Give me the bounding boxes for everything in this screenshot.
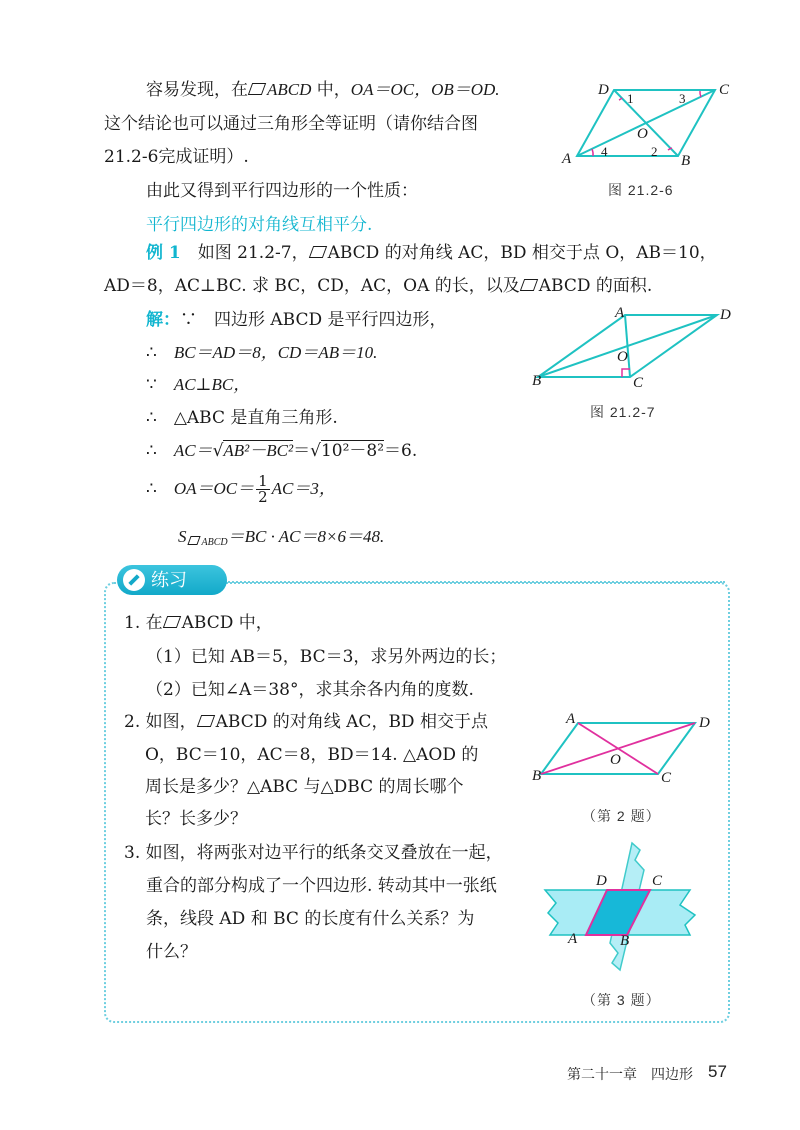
- fraction-half: $\frac{1}{2}$: [258, 472, 268, 506]
- label-b: B: [532, 768, 542, 784]
- figure-caption-q2: （第 2 题）: [582, 808, 661, 824]
- practice-q3-line-3: 条，线段 AD 和 BC 的长度有什么关系？为: [146, 909, 475, 929]
- example-line-1: 例 1 如图 21.2-7， ABCD 的对角线 AC，BD 相交于点 O，AB＝10，: [146, 243, 717, 263]
- figure-q3: [540, 835, 710, 980]
- angle-mark-3: [700, 91, 701, 97]
- practice-q2-line-2: O，BC＝10，AC＝8，BD＝14. △AOD 的: [145, 745, 479, 765]
- solution-line-4: ∴ △ABC 是直角三角形.: [146, 408, 338, 428]
- solution-line-7: S ABCD＝BC · AC＝8×6＝48.: [178, 527, 385, 548]
- label-o: O: [617, 349, 628, 365]
- practice-q2-line-1: 2. 如图， ABCD 的对角线 AC，BD 相交于点: [124, 712, 488, 732]
- label-o: O: [637, 126, 648, 142]
- figure-caption-21-2-6: 图 21.2-6: [608, 182, 674, 198]
- solution-line-5: ∴ AC＝√AB²－BC²＝√10²－8²＝6.: [146, 441, 418, 461]
- label-d: D: [596, 873, 607, 889]
- solution-line-3: ∵ AC⊥BC，: [146, 375, 251, 395]
- parallelogram-symbol: [308, 246, 326, 258]
- label-d: D: [598, 82, 609, 98]
- parallelogram-symbol: [162, 616, 180, 628]
- solution-line-2: ∴ BC＝AD＝8，CD＝AB＝10.: [146, 343, 378, 363]
- footer-chapter: 第二十一章 四边形: [567, 1066, 693, 1082]
- intro-line-3: 21.2-6完成证明）.: [104, 147, 249, 167]
- diagonal-bd: [614, 90, 678, 156]
- page-number: 57: [708, 1062, 727, 1081]
- figure-21-2-6: [555, 78, 745, 178]
- label-b: B: [681, 153, 691, 169]
- parallelogram-symbol: [520, 279, 538, 291]
- figure-q2: [530, 708, 725, 793]
- angle-mark-4: [592, 149, 593, 156]
- label-a: A: [562, 151, 572, 167]
- figure-caption-q3: （第 3 题）: [582, 992, 661, 1008]
- label-b: B: [532, 373, 542, 389]
- intro-line-1: 容易发现，在 ABCD 中，OA＝OC，OB＝OD.: [146, 80, 500, 100]
- practice-q1-2: （2）已知∠A＝38°，求其余各内角的度数.: [146, 680, 474, 700]
- solution-line-1: 解：∵ 四边形 ABCD 是平行四边形，: [146, 310, 447, 330]
- intro-line-2: 这个结论也可以通过三角形全等证明（请你结合图: [104, 114, 478, 134]
- example-label: 例 1: [146, 243, 181, 263]
- label-d: D: [699, 715, 710, 731]
- practice-divider: [225, 581, 725, 583]
- label-4: 4: [601, 144, 608, 159]
- label-a: A: [615, 305, 625, 321]
- label-b: B: [620, 933, 630, 949]
- label-2: 2: [651, 144, 658, 159]
- parallelogram-symbol: [196, 715, 214, 727]
- practice-q3-line-4: 什么？: [146, 942, 197, 962]
- theorem-statement: 平行四边形的对角线互相平分.: [146, 215, 373, 235]
- label-d: D: [720, 307, 731, 323]
- label-1: 1: [627, 91, 634, 106]
- angle-mark-1: [619, 98, 622, 100]
- label-3: 3: [679, 91, 686, 106]
- label-c: C: [719, 82, 730, 98]
- label-a: A: [566, 711, 576, 727]
- figure-21-2-7: [530, 305, 740, 395]
- practice-q3-line-1: 3. 如图，将两张对边平行的纸条交叉叠放在一起，: [124, 843, 503, 863]
- practice-q1: 1. 在 ABCD 中，: [124, 613, 273, 633]
- pencil-icon: [123, 569, 145, 591]
- parallelogram-symbol: [187, 536, 200, 545]
- label-c: C: [661, 770, 672, 786]
- practice-q3-line-2: 重合的部分构成了一个四边形. 转动其中一张纸: [146, 876, 497, 896]
- label-o: O: [610, 752, 621, 768]
- practice-q1-1: （1）已知 AB＝5，BC＝3，求另外两边的长；: [146, 647, 507, 667]
- solution-line-6: ∴ OA＝OC＝ $\frac{1}{2}$ AC＝3，: [146, 472, 336, 506]
- figure-caption-21-2-7: 图 21.2-7: [590, 404, 656, 420]
- label-c: C: [652, 873, 663, 889]
- intro-line-4: 由此又得到平行四边形的一个性质：: [146, 181, 418, 201]
- label-c: C: [633, 375, 644, 391]
- example-line-2: AD＝8，AC⊥BC. 求 BC，CD，AC，OA 的长，以及 ABCD 的面积.: [104, 276, 653, 296]
- practice-q2-line-3: 周长是多少？△ABC 与△DBC 的周长哪个: [145, 777, 464, 797]
- practice-title-tab: 练习: [117, 565, 227, 595]
- practice-q2-line-4: 长？长多少？: [145, 809, 247, 829]
- parallelogram-symbol: [248, 83, 266, 95]
- label-a: A: [568, 931, 578, 947]
